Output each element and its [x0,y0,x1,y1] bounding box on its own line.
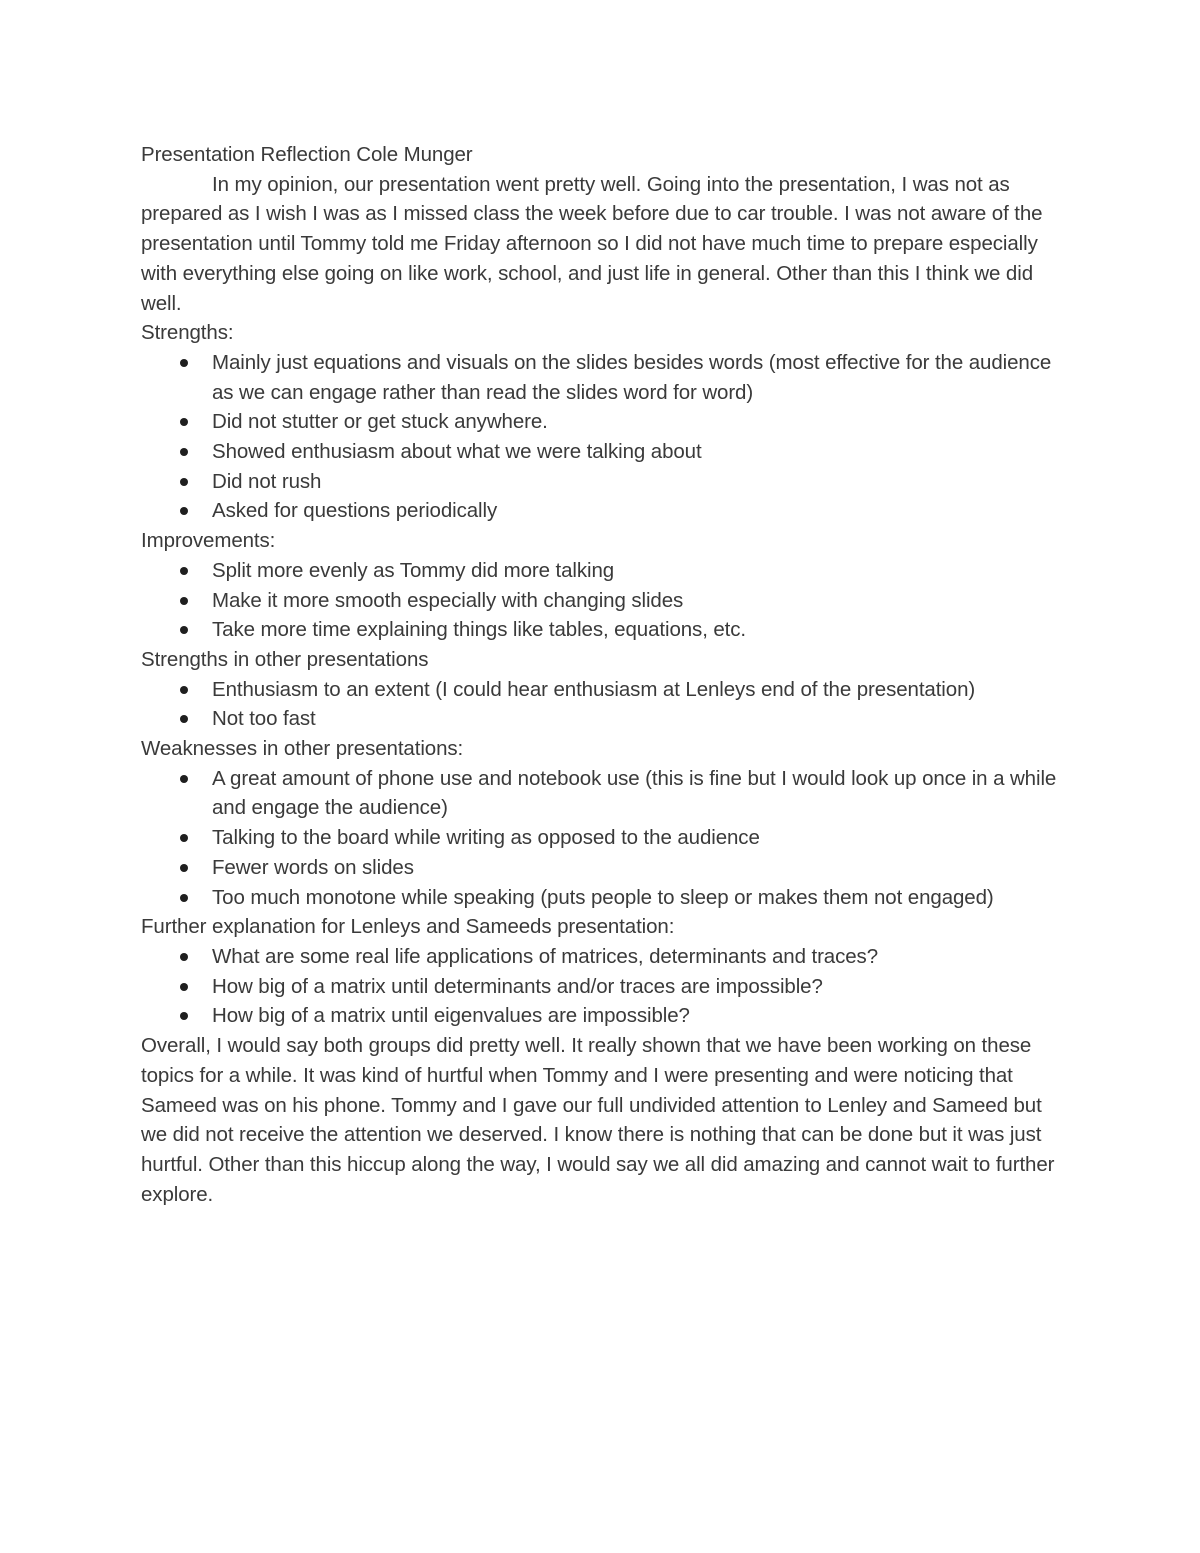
list-item-text: Not too fast [212,707,316,731]
section-heading: Weaknesses in other presentations: [141,737,464,761]
list-item [212,496,1061,526]
document-title: Presentation Reflection Cole Munger [141,143,473,166]
list-item [212,556,1061,586]
bullet-icon [180,359,188,367]
list-item [212,853,1061,883]
bullet-list [141,556,1061,645]
bullet-icon [180,1012,188,1020]
list-item [212,1001,1061,1031]
list-item [212,407,1061,437]
bullet-icon [180,894,188,902]
list-item-text: Talking to the board while writing as opposed to the audience [212,826,760,850]
bullet-icon [180,686,188,694]
intro-paragraph: In my opinion, our presentation went pretty well. Going into the presentation, I was not as prepared as I wish I was as I missed class the week before due to car trouble. I was not aware of the presentation until Tommy told me Friday afternoon so I did not have much time to prepare especially with everything else going on like work, school, and just life in general. Other than this I think we did well. [141,172,1043,315]
list-item [212,437,1061,467]
bullet-icon [180,567,188,575]
list-item [212,348,1061,407]
list-item-text: Did not stutter or get stuck anywhere. [212,410,548,434]
document-page [141,140,1061,1209]
list-item-text: Enthusiasm to an extent (I could hear enthusiasm at Lenleys end of the presentation) [212,677,976,701]
bullet-icon [180,597,188,605]
list-item-text: Make it more smooth especially with changing slides [212,588,684,612]
list-item-text: A great amount of phone use and notebook use (this is fine but I would look up once in a while and engage the audience) [212,766,1057,820]
list-item [212,823,1061,853]
bullet-icon [180,448,188,456]
bullet-icon [180,478,188,486]
list-item-text: Take more time explaining things like tables, equations, etc. [212,618,747,642]
bullet-list [141,764,1061,913]
bullet-icon [180,775,188,783]
list-item-text: What are some real life applications of matrices, determinants and traces? [212,944,878,968]
list-item-text: Showed enthusiasm about what we were talking about [212,440,702,464]
list-item-text: Asked for questions periodically [212,499,498,523]
section-heading: Further explanation for Lenleys and Sameeds presentation: [141,915,675,939]
list-item [212,467,1061,497]
list-item [212,586,1061,616]
list-item-text: Did not rush [212,469,322,493]
list-item-text: Split more evenly as Tommy did more talking [212,558,615,582]
bullet-list [141,348,1061,526]
bullet-icon [180,834,188,842]
list-item [212,675,1061,705]
bullet-list [141,675,1061,734]
list-item [212,615,1061,645]
bullet-icon [180,953,188,961]
section-heading: Strengths: [141,321,234,345]
list-item-text: Too much monotone while speaking (puts people to sleep or makes them not engaged) [212,885,994,909]
list-item [212,942,1061,972]
bullet-icon [180,983,188,991]
list-item [212,764,1061,823]
list-item-text: Mainly just equations and visuals on the slides besides words (most effective for the audience as we can engage rather than read the slides word for word) [212,350,1052,404]
section-heading: Strengths in other presentations [141,647,429,671]
list-item [212,704,1061,734]
bullet-list [141,942,1061,1031]
bullet-icon [180,715,188,723]
bullet-icon [180,418,188,426]
list-item [212,972,1061,1002]
bullet-icon [180,507,188,515]
section-heading: Improvements: [141,529,276,553]
list-item-text: How big of a matrix until determinants and/or traces are impossible? [212,974,823,998]
conclusion-paragraph: Overall, I would say both groups did pretty well. It really shown that we have been working on these topics for a while. It was kind of hurtful when Tommy and I were presenting and were noticing that Sameed was on his phone. Tommy and I gave our full undivided attention to Lenley and Sameed but we did not receive the attention we deserved. I know there is nothing that can be done but it was just hurtful. Other than this hiccup along the way, I would say we all did amazing and cannot wait to further explore. [141,1034,1055,1206]
bullet-icon [180,864,188,872]
list-item-text: How big of a matrix until eigenvalues are impossible? [212,1004,690,1028]
list-item [212,883,1061,913]
list-item-text: Fewer words on slides [212,855,414,879]
bullet-icon [180,626,188,634]
